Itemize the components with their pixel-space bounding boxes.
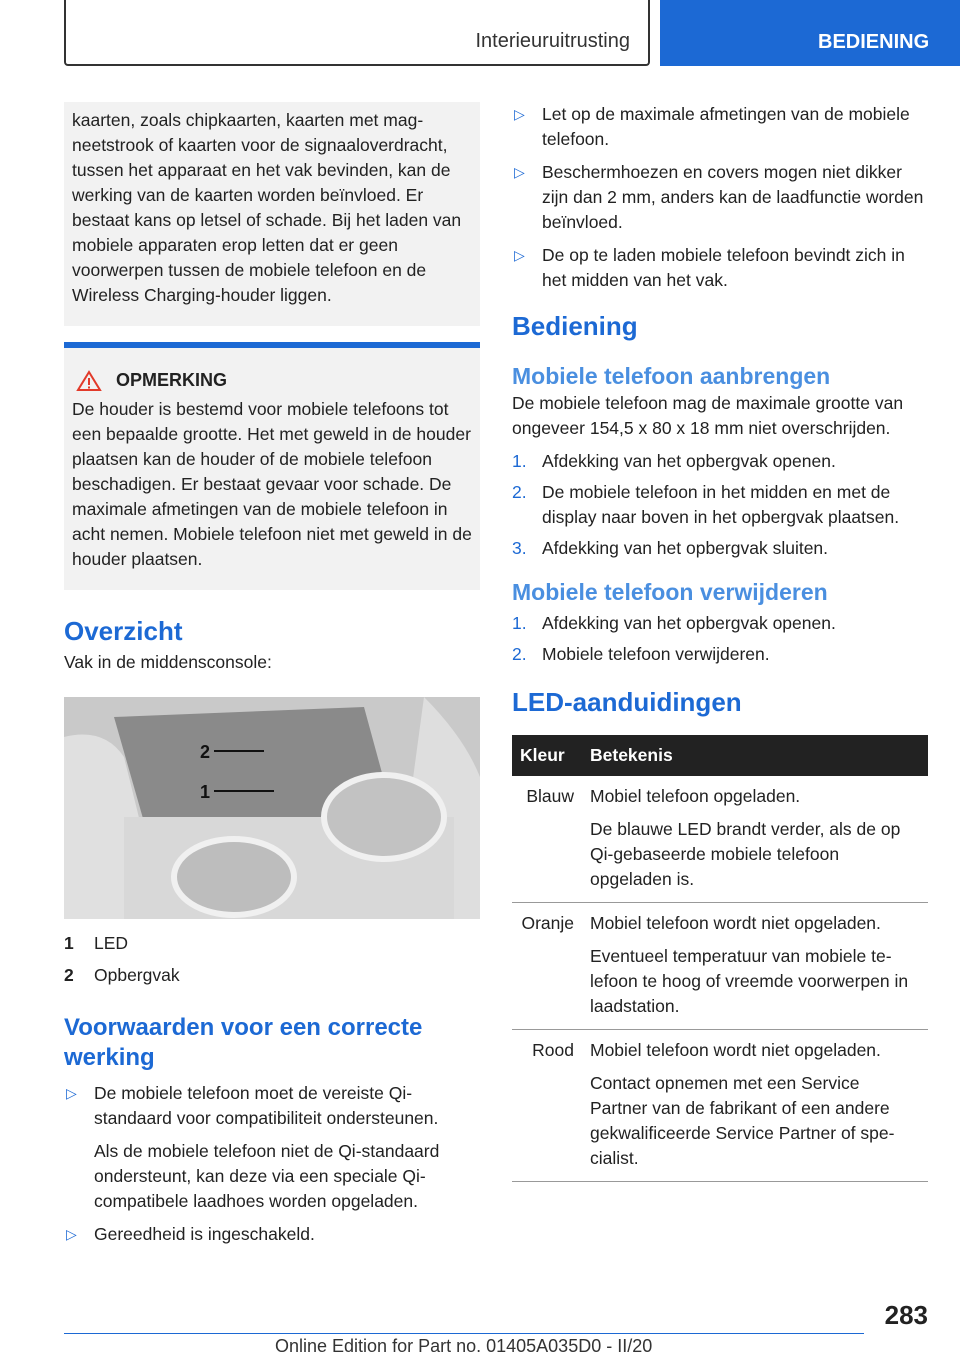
legend-num: 1	[64, 933, 74, 953]
list-item: 1. Afdekking van het opbergvak openen.	[512, 613, 836, 633]
list-item: ▷ Let op de maximale afmetingen van de mobiele telefoon.	[514, 104, 910, 149]
legend-num: 2	[64, 965, 74, 985]
right-column	[512, 102, 928, 1182]
list-item: 2. De mobiele telefoon in het midden en met de display naar boven in het opbergvak plaatsen.	[512, 482, 900, 527]
table-header-row	[512, 735, 928, 776]
legend-label: Opbergvak	[94, 965, 180, 985]
footer-divider	[64, 1333, 864, 1334]
image-callout-1: 1	[200, 782, 211, 802]
conditions-list-cont	[512, 102, 928, 293]
triangle-bullet-icon: ▷	[66, 1226, 77, 1242]
remove-steps	[512, 611, 928, 667]
overview-heading: Overzicht	[64, 616, 183, 646]
chapter-tab: BEDIENING	[660, 0, 960, 66]
console-illustration	[64, 697, 480, 919]
console-photo	[64, 697, 480, 919]
section-header-box	[64, 0, 650, 66]
page-header	[0, 0, 960, 66]
list-item: ▷ De mobiele telefoon moet de vereiste Qi-standaard voor compatibiliteit ondersteunen. Als de mobiele telefoon niet de Qi-standaard ondersteunt, kan deze via een speciale Qi-compatibele laadhoes worden opgeladen.	[66, 1083, 440, 1211]
triangle-bullet-icon: ▷	[66, 1085, 77, 1101]
led-heading: LED-aanduidingen	[512, 687, 742, 717]
col-header-meaning: Betekenis	[582, 735, 928, 776]
attach-intro: De mobiele telefoon mag de maximale grootte van ongeveer 154,5 x 80 x 18 mm niet overschrijden.	[512, 393, 904, 438]
warning-text: De houder is bestemd voor mobiele telefoons tot een bepaalde grootte. Het met geweld in de houder plaatsen kan de houder of de mobiele telefoon beschadigen. Er bestaat gevaar voor schade. De maximale afmetingen van de mobiele telefoon in acht nemen. Mobiele telefoon niet met geweld in de houder plaatsen.	[72, 399, 472, 569]
legend-label: LED	[94, 933, 129, 953]
list-item: 2. Mobiele telefoon verwijderen.	[512, 644, 770, 664]
image-legend	[64, 927, 480, 991]
remove-heading: Mobiele telefoon verwijderen	[512, 579, 828, 605]
section-title: Interieuruitrusting	[475, 30, 630, 52]
page-number: 283	[884, 1300, 928, 1330]
warning-box	[64, 342, 480, 590]
legend-item	[64, 959, 480, 991]
conditions-heading: Voorwaarden voor een correcte werking	[64, 1014, 423, 1071]
overview-intro: Vak in de middensconsole:	[64, 652, 272, 672]
warning-heading	[72, 368, 472, 393]
warning-triangle-icon	[76, 370, 102, 392]
table-row: Blauw Mobiel telefoon opgeladen. De blauwe LED brandt verder, als de op Qi-gebaseerde mobiele telefoon opgeladen is.	[512, 776, 928, 903]
operation-heading: Bediening	[512, 311, 638, 341]
col-header-color: Kleur	[512, 735, 582, 776]
conditions-list	[64, 1081, 480, 1247]
attach-heading: Mobiele telefoon aanbrengen	[512, 363, 831, 389]
list-item: ▷ De op te laden mobiele telefoon bevindt zich in het midden van het vak.	[514, 245, 905, 290]
note-text: kaarten, zoals chipkaarten, kaarten met magneetstrook of kaarten voor de signaaloverdracht, tussen het apparaat en het vak bevinden, kan de werking van de kaarten worden beïnvloed. Er bestaat kans op letsel of schade. Bij het laden van mobiele apparaten erop letten dat er geen voorwerpen tussen de mobiele telefoon en de Wireless Charging-houder liggen.	[72, 110, 462, 305]
list-item: ▷ Beschermhoezen en covers mogen niet dikker zijn dan 2 mm, anders kan de laadfunctie worden beïnvloed.	[514, 162, 924, 232]
footer-edition: Online Edition for Part no. 01405A035D0 - II/20	[275, 1336, 653, 1356]
triangle-bullet-icon: ▷	[514, 164, 525, 180]
legend-item	[64, 927, 480, 959]
led-table	[512, 735, 928, 1182]
left-column	[64, 102, 480, 1255]
table-row: Rood Mobiel telefoon wordt niet opgeladen. Contact opnemen met een Service Partner van de fabrikant of een andere gekwalificeerde Service Partner of specialist.	[512, 1030, 928, 1182]
triangle-bullet-icon: ▷	[514, 106, 525, 122]
list-item: 1. Afdekking van het opbergvak openen.	[512, 451, 836, 471]
list-item: 3. Afdekking van het opbergvak sluiten.	[512, 538, 829, 558]
warning-title: OPMERKING	[116, 370, 228, 390]
triangle-bullet-icon: ▷	[514, 247, 525, 263]
list-item: ▷ Gereedheid is ingeschakeld.	[64, 1222, 480, 1247]
table-row: Oranje Mobiel telefoon wordt niet opgeladen. Eventueel temperatuur van mobiele telefoon te hoog of vreemde voorwerpen in laadstation.	[512, 903, 928, 1030]
image-callout-2: 2	[200, 742, 211, 762]
attach-steps	[512, 449, 928, 561]
note-box	[64, 102, 480, 326]
